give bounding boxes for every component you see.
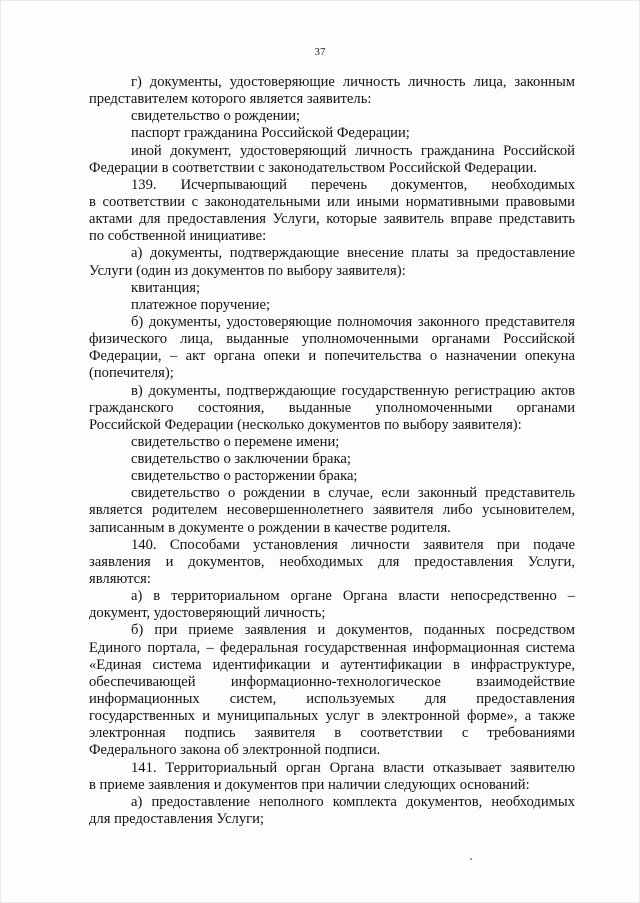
page-number: 37: [314, 46, 326, 58]
text-line: г) документы, удостоверяющие личность личность лица, законным: [131, 74, 575, 90]
text-line: 139. Исчерпывающий перечень документов, необходимых: [131, 177, 575, 193]
text-line: свидетельство о рождении;: [131, 108, 301, 124]
text-line: в соответствии с законодательными или иными нормативными правовыми: [89, 194, 575, 210]
text-line: свидетельство о расторжении брака;: [131, 468, 358, 484]
text-line: представителем которого является заявитель:: [89, 91, 372, 107]
text-line: квитанция;: [131, 280, 201, 296]
text-line: Федерального закона об электронной подписи.: [89, 742, 381, 758]
text-line: 140. Способами установления личности заявителя при подаче: [131, 537, 575, 553]
text-line: Услуги (один из документов по выбору заявителя):: [89, 263, 406, 279]
text-line: актами для предоставления Услуги, которые заявитель вправе представить: [89, 211, 575, 227]
text-line: является родителем несовершеннолетнего заявителя либо усыновителем,: [89, 502, 575, 518]
text-line: по собственной инициативе:: [89, 228, 267, 244]
text-line: 141. Территориальный орган Органа власти отказывает заявителю: [131, 760, 575, 776]
text-line: а) предоставление неполного комплекта документов, необходимых: [131, 794, 575, 810]
text-line: б) при приеме заявления и документов, поданных посредством: [131, 622, 575, 638]
text-line: паспорт гражданина Российской Федерации;: [131, 125, 410, 141]
text-line: записанным в документе о рождении в качестве родителя.: [89, 520, 451, 536]
text-line: иной документ, удостоверяющий личность гражданина Российской: [131, 143, 575, 159]
text-line: (попечителя);: [89, 365, 174, 381]
text-line: свидетельство о рождении в случае, если законный представитель: [131, 485, 575, 501]
text-line: Единого портала, – федеральная государственная информационная система: [89, 640, 575, 656]
text-line: Федерации в соответствии с законодательством Российской Федерации.: [89, 160, 537, 176]
text-line: электронная подпись заявителя в соответствии с требованиями: [89, 725, 575, 741]
text-line: б) документы, удостоверяющие полномочия законного представителя: [131, 314, 575, 330]
text-line: государственных и муниципальных услуг в электронной форме», а также: [89, 708, 575, 724]
text-line: а) документы, подтверждающие внесение платы за предоставление: [131, 245, 575, 261]
text-line: «Единая система идентификации и аутентификации в инфраструктуре,: [89, 657, 575, 673]
text-line: гражданского состояния, выданные уполномоченными органами: [89, 400, 575, 416]
text-line: являются:: [89, 571, 151, 587]
text-line: информационных систем, используемых для предоставления: [89, 691, 575, 707]
text-line: платежное поручение;: [131, 297, 271, 313]
text-line: обеспечивающей информационно-технологическое взаимодействие: [89, 674, 575, 690]
text-line: документ, удостоверяющий личность;: [89, 605, 326, 621]
text-line: заявления и документов, необходимых для предоставления Услуги,: [89, 554, 575, 570]
text-line: Российской Федерации (несколько документов по выбору заявителя):: [89, 417, 522, 433]
text-line: физического лица, выданные уполномоченными органами Российской: [89, 331, 575, 347]
text-line: для предоставления Услуги;: [89, 811, 264, 827]
text-line: в) документы, подтверждающие государственную регистрацию актов: [131, 383, 575, 399]
text-line: в приеме заявления и документов при наличии следующих оснований:: [89, 777, 530, 793]
text-line: Федерации, – акт органа опеки и попечительства о назначении опекуна: [89, 348, 575, 364]
scan-speck: [470, 858, 472, 860]
text-line: а) в территориальном органе Органа власти непосредственно –: [131, 588, 575, 604]
text-line: свидетельство о заключении брака;: [131, 451, 351, 467]
text-line: свидетельство о перемене имени;: [131, 434, 340, 450]
